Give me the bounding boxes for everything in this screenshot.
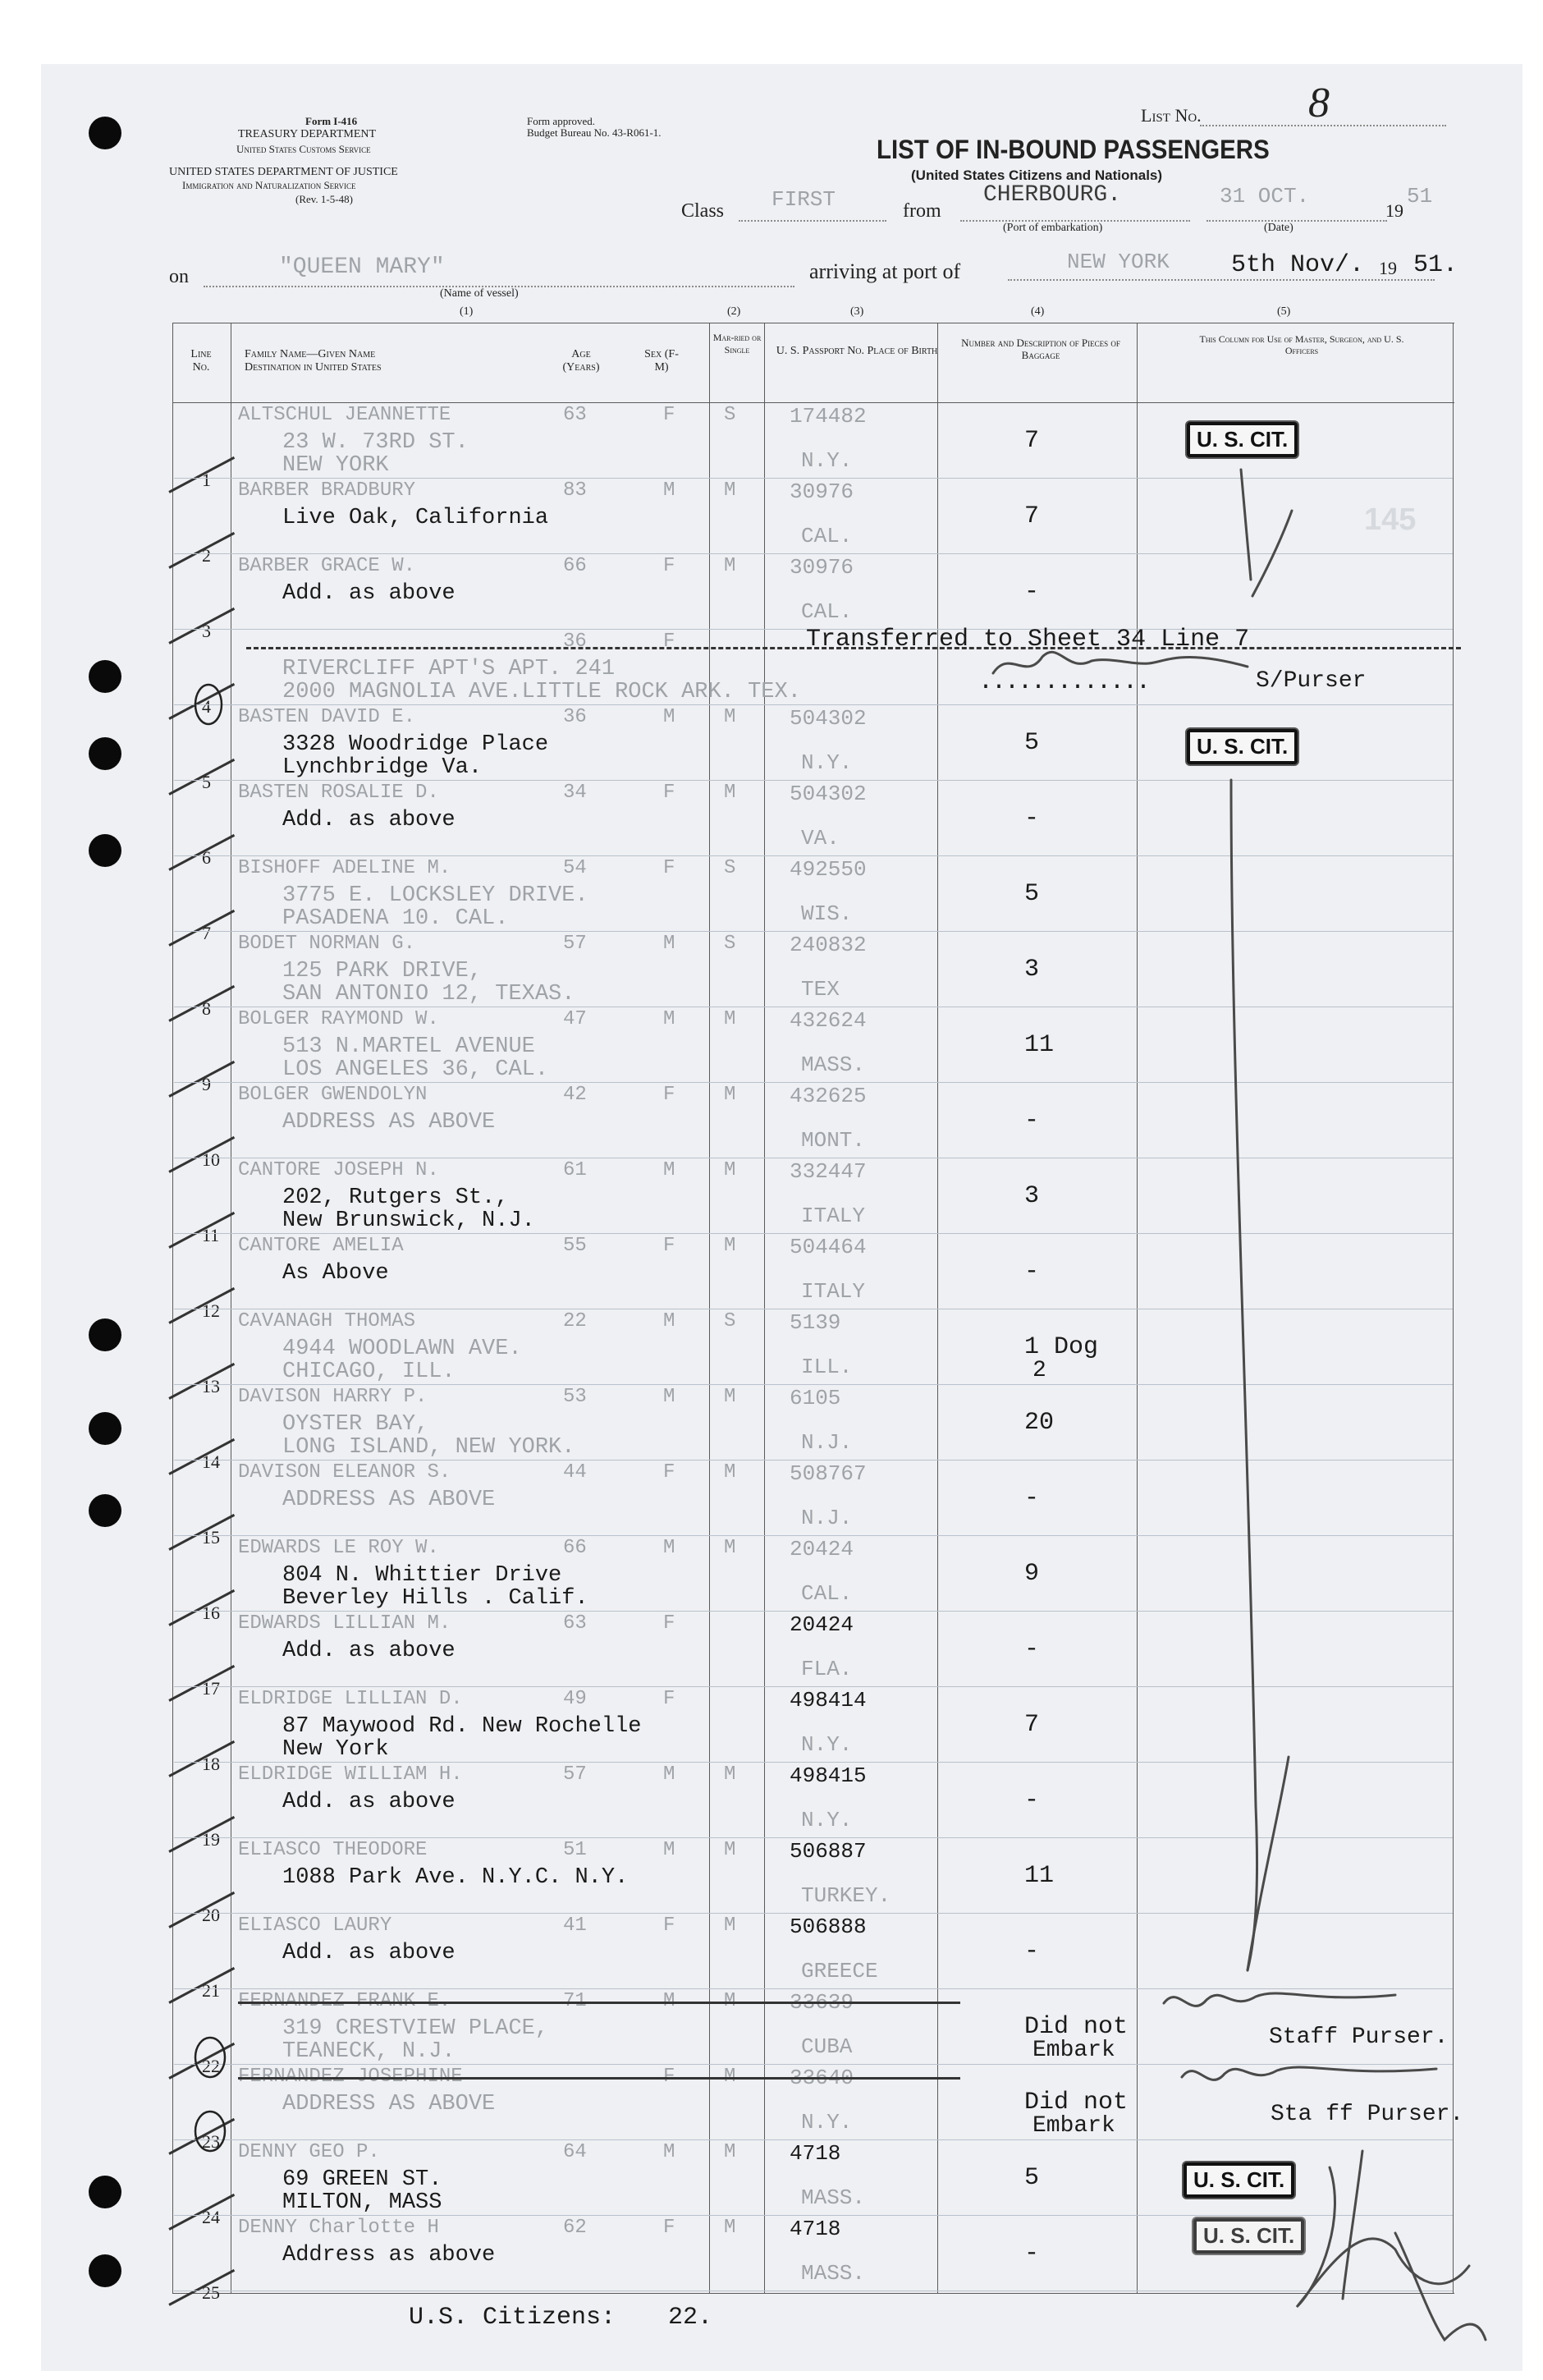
- baggage-count: 20: [1024, 1409, 1055, 1437]
- us-citizen-stamp: U. S. CIT.: [1193, 2218, 1304, 2254]
- place-of-birth: CAL.: [801, 1581, 853, 1606]
- passenger-age: 61: [563, 1159, 587, 1181]
- marital-status: M: [724, 1763, 736, 1786]
- passenger-age: 42: [563, 1084, 587, 1106]
- address-line-1: Add. as above: [282, 808, 456, 832]
- passport-number: 332447: [790, 1159, 867, 1184]
- passport-number: 33639: [790, 1990, 854, 2015]
- us-citizen-stamp: U. S. CIT.: [1187, 422, 1298, 457]
- passenger-age: 71: [563, 1990, 587, 2012]
- passenger-sex: F: [663, 857, 675, 879]
- arrival-year: 51.: [1413, 251, 1458, 279]
- passenger-name: BOLGER RAYMOND W.: [238, 1008, 439, 1030]
- baggage-count: 11: [1024, 1862, 1055, 1890]
- place-of-birth: ITALY: [801, 1204, 866, 1228]
- class-label: Class: [681, 200, 725, 222]
- address-line-2: 2000 MAGNOLIA AVE.LITTLE ROCK ARK. TEX.: [282, 680, 801, 704]
- passenger-sex: F: [663, 1235, 675, 1257]
- line-number: 9: [202, 1074, 211, 1094]
- staff-purser-2: Sta ff Purser.: [1271, 2102, 1464, 2127]
- passenger-age: 36: [563, 706, 587, 728]
- line-number: 12: [202, 1300, 220, 1321]
- line-number: 16: [202, 1603, 220, 1623]
- line-number: 8: [202, 998, 211, 1019]
- line-number: 25: [202, 2282, 220, 2303]
- line-number: 5: [202, 772, 211, 792]
- passport-number: 240832: [790, 933, 867, 957]
- passenger-name: BARBER BRADBURY: [238, 479, 416, 502]
- passenger-age: 57: [563, 1763, 587, 1786]
- baggage-count: 7: [1024, 1711, 1040, 1739]
- baggage-count: 7: [1024, 427, 1040, 455]
- passenger-sex: M: [663, 706, 675, 728]
- address-line-1: 69 GREEN ST.: [282, 2167, 442, 2192]
- baggage-count-2: Embark: [1032, 2038, 1115, 2063]
- passport-number: 498414: [790, 1688, 867, 1713]
- passenger-age: 53: [563, 1386, 587, 1408]
- passenger-sex: F: [663, 631, 675, 653]
- marital-status: S: [724, 857, 736, 879]
- passenger-name: ELIASCO LAURY: [238, 1915, 392, 1937]
- arrival-year-prefix: 19: [1379, 258, 1397, 278]
- address-line-2: New Brunswick, N.J.: [282, 1208, 535, 1233]
- baggage-count: -: [1024, 578, 1040, 606]
- header-line-no: Line No.: [190, 348, 212, 374]
- col-number-2: (2): [727, 305, 741, 318]
- line-number: 17: [202, 1678, 220, 1699]
- marital-status: M: [724, 1386, 736, 1408]
- address-line-1: 319 CRESTVIEW PLACE,: [282, 2016, 549, 2041]
- address-line-1: Live Oak, California: [282, 506, 549, 530]
- passenger-name: EDWARDS LE ROY W.: [238, 1537, 439, 1559]
- passenger-sex: F: [663, 555, 675, 577]
- place-of-birth: WIS.: [801, 901, 853, 926]
- address-line-1: 3775 E. LOCKSLEY DRIVE.: [282, 883, 588, 908]
- address-line-2: CHICAGO, ILL.: [282, 1360, 456, 1384]
- passport-number: 506887: [790, 1839, 867, 1864]
- list-subtitle: (United States Citizens and Nationals): [911, 167, 1163, 183]
- place-of-birth: N.Y.: [801, 1732, 853, 1757]
- line-number: 20: [202, 1905, 220, 1925]
- address-line-2: TEANECK, N.J.: [282, 2039, 456, 2064]
- passenger-name: CANTORE AMELIA: [238, 1235, 404, 1257]
- passenger-sex: F: [663, 1084, 675, 1106]
- passenger-sex: M: [663, 1763, 675, 1786]
- passenger-sex: F: [663, 1612, 675, 1635]
- passenger-name: BARBER GRACE W.: [238, 555, 416, 577]
- form-revision: (Rev. 1-5-48): [295, 193, 353, 205]
- place-of-birth: TEX: [801, 977, 840, 1002]
- customs-service: United States Customs Service: [236, 143, 371, 155]
- place-of-birth: MASS.: [801, 2185, 866, 2210]
- passenger-name: BASTEN ROSALIE D.: [238, 782, 439, 804]
- passenger-sex: M: [663, 1537, 675, 1559]
- baggage-count-2: Embark: [1032, 2113, 1115, 2139]
- marital-status: M: [724, 1008, 736, 1030]
- header-age: Age (Years): [562, 348, 600, 374]
- col-number-1: (1): [460, 305, 474, 318]
- passenger-sex: F: [663, 2217, 675, 2239]
- passenger-name: CANTORE JOSEPH N.: [238, 1159, 439, 1181]
- header-name: Family Name—Given Name: [245, 348, 376, 360]
- passenger-name: EDWARDS LILLIAN M.: [238, 1612, 451, 1635]
- purser-label: S/Purser: [1256, 668, 1367, 694]
- passenger-sex: M: [663, 2141, 675, 2163]
- passport-number: 432624: [790, 1008, 867, 1033]
- list-title: LIST OF IN-BOUND PASSENGERS: [877, 135, 1270, 164]
- address-line-2: NEW YORK: [282, 453, 389, 478]
- passenger-sex: F: [663, 1461, 675, 1483]
- address-line-1: Add. as above: [282, 1790, 456, 1814]
- place-of-birth: VA.: [801, 826, 840, 851]
- address-line-1: RIVERCLIFF APT'S APT. 241: [282, 657, 616, 681]
- place-of-birth: FLA.: [801, 1657, 853, 1681]
- col-number-4: (4): [1031, 305, 1045, 318]
- passport-number: 504464: [790, 1235, 867, 1259]
- baggage-count: 7: [1024, 502, 1040, 530]
- passenger-name: BISHOFF ADELINE M.: [238, 857, 451, 879]
- passenger-name: ELDRIDGE WILLIAM H.: [238, 1763, 463, 1786]
- date-year-prefix: 19: [1385, 200, 1403, 221]
- address-line-2: SAN ANTONIO 12, TEXAS.: [282, 982, 575, 1007]
- address-line-1: 513 N.MARTEL AVENUE: [282, 1034, 535, 1059]
- passport-number: 30976: [790, 555, 854, 580]
- place-of-birth: N.J.: [801, 1506, 853, 1530]
- marital-status: M: [724, 1461, 736, 1483]
- baggage-count: -: [1024, 805, 1040, 832]
- address-line-2: MILTON, MASS: [282, 2190, 442, 2215]
- citizens-footer-count: 22.: [668, 2304, 713, 2332]
- address-line-1: 87 Maywood Rd. New Rochelle: [282, 1714, 642, 1739]
- us-citizen-stamp: U. S. CIT.: [1184, 2162, 1294, 2198]
- arrival-date: 5th Nov/.: [1231, 251, 1365, 279]
- place-of-birth: GREECE: [801, 1959, 878, 1983]
- passport-number: 30976: [790, 479, 854, 504]
- marital-status: S: [724, 404, 736, 426]
- passenger-age: 34: [563, 782, 587, 804]
- place-of-birth: TURKEY.: [801, 1883, 891, 1908]
- marital-status: M: [724, 1235, 736, 1257]
- baggage-count: -: [1024, 1635, 1040, 1663]
- line-number: 4: [202, 696, 211, 717]
- marital-status: S: [724, 933, 736, 955]
- address-line-1: Address as above: [282, 2243, 496, 2268]
- passenger-sex: M: [663, 1159, 675, 1181]
- immigration-service: Immigration and Naturalization Service: [182, 179, 356, 191]
- port-of-embarkation: CHERBOURG.: [983, 182, 1122, 208]
- passenger-age: 83: [563, 479, 587, 502]
- address-line-1: 4944 WOODLAWN AVE.: [282, 1337, 522, 1361]
- passenger-name: BODET NORMAN G.: [238, 933, 416, 955]
- address-line-1: ADDRESS AS ABOVE: [282, 1110, 496, 1135]
- address-line-1: OYSTER BAY,: [282, 1412, 429, 1437]
- place-of-birth: CAL.: [801, 599, 853, 624]
- passenger-name: BASTEN DAVID E.: [238, 706, 416, 728]
- line-number: 10: [202, 1149, 220, 1170]
- embark-date: 31 OCT.: [1220, 184, 1310, 209]
- passenger-sex: M: [663, 933, 675, 955]
- address-line-1: 202, Rutgers St.,: [282, 1185, 509, 1210]
- us-citizen-stamp: U. S. CIT.: [1187, 729, 1298, 764]
- line-number: 14: [202, 1451, 220, 1472]
- address-line-1: Add. as above: [282, 581, 456, 606]
- baggage-count: 5: [1024, 729, 1040, 757]
- line-number: 7: [202, 923, 211, 943]
- port-caption: (Port of embarkation): [1003, 222, 1103, 234]
- passenger-age: 55: [563, 1235, 587, 1257]
- passenger-sex: F: [663, 1915, 675, 1937]
- passenger-name: BOLGER GWENDOLYN: [238, 1084, 428, 1106]
- passenger-age: 49: [563, 1688, 587, 1710]
- place-of-birth: ILL.: [801, 1355, 853, 1379]
- header-baggage: Number and Description of Pieces of Baggage: [961, 337, 1120, 361]
- passenger-name: FERNANDEZ FRANK E.: [238, 1990, 451, 2012]
- address-line-1: 3328 Woodridge Place: [282, 732, 549, 757]
- col-number-5: (5): [1277, 305, 1291, 318]
- staff-purser-1: Staff Purser.: [1269, 2025, 1449, 2050]
- baggage-count: 3: [1024, 956, 1040, 984]
- marital-status: M: [724, 782, 736, 804]
- passenger-name: ELDRIDGE LILLIAN D.: [238, 1688, 463, 1710]
- passenger-age: 44: [563, 1461, 587, 1483]
- embark-year: 51: [1407, 184, 1433, 209]
- passport-number: 33640: [790, 2066, 854, 2090]
- address-line-2: Beverley Hills . Calif.: [282, 1586, 588, 1611]
- line-number: 24: [202, 2207, 220, 2227]
- address-line-1: 23 W. 73RD ST.: [282, 430, 469, 455]
- passenger-name: CAVANAGH THOMAS: [238, 1310, 416, 1332]
- line-number: 23: [202, 2131, 220, 2152]
- passenger-age: 66: [563, 555, 587, 577]
- passenger-age: 41: [563, 1915, 587, 1937]
- baggage-count: 9: [1024, 1560, 1040, 1588]
- on-label: on: [169, 266, 189, 287]
- passport-number: 504302: [790, 706, 867, 731]
- passport-number: 506888: [790, 1915, 867, 1939]
- baggage-count: Did not: [1024, 2089, 1129, 2116]
- form-number: Form I-416: [305, 115, 358, 127]
- date-caption: (Date): [1264, 222, 1293, 234]
- baggage-count: -: [1024, 1107, 1040, 1135]
- budget-bureau: Budget Bureau No. 43-R061-1.: [527, 126, 662, 139]
- header-sex: Sex (F-M): [644, 348, 679, 374]
- baggage-count: -: [1024, 1786, 1040, 1814]
- department-of-justice: UNITED STATES DEPARTMENT OF JUSTICE: [169, 166, 398, 178]
- place-of-birth: CUBA: [801, 2034, 853, 2059]
- header-officers: This Column for Use of Master, Surgeon, and U. S. Officers: [1199, 333, 1404, 356]
- arriving-label: arriving at port of: [809, 259, 961, 283]
- passport-number: 498415: [790, 1763, 867, 1788]
- place-of-birth: N.J.: [801, 1430, 853, 1455]
- passenger-sex: F: [663, 404, 675, 426]
- passenger-name: DENNY GEO P.: [238, 2141, 380, 2163]
- from-label: from: [903, 200, 941, 222]
- address-line-1: ADDRESS AS ABOVE: [282, 1488, 496, 1512]
- place-of-birth: MASS.: [801, 1052, 866, 1077]
- baggage-count: -: [1024, 1258, 1040, 1286]
- margin-number: 145: [1364, 502, 1417, 537]
- address-line-1: Add. as above: [282, 1941, 456, 1965]
- line-number: 15: [202, 1527, 220, 1548]
- passenger-sex: M: [663, 479, 675, 502]
- passport-number: 504302: [790, 782, 867, 806]
- passenger-age: 63: [563, 404, 587, 426]
- address-line-2: Lynchbridge Va.: [282, 755, 483, 780]
- passport-number: 432625: [790, 1084, 867, 1108]
- passport-number: 20424: [790, 1612, 854, 1637]
- header-destination: Destination in United States: [245, 361, 382, 374]
- passenger-age: 22: [563, 1310, 587, 1332]
- arrival-port: NEW YORK: [1067, 250, 1170, 274]
- marital-status: M: [724, 1915, 736, 1937]
- marital-status: M: [724, 706, 736, 728]
- place-of-birth: N.Y.: [801, 2110, 853, 2135]
- passenger-name: FERNANDEZ JOSEPHINE: [238, 2066, 463, 2088]
- list-no-value: 8: [1308, 80, 1330, 126]
- passenger-age: 64: [563, 2141, 587, 2163]
- passenger-name: DENNY Charlotte H: [238, 2217, 439, 2239]
- marital-status: M: [724, 1990, 736, 2012]
- address-line-1: 1088 Park Ave. N.Y.C. N.Y.: [282, 1865, 629, 1890]
- passenger-sex: M: [663, 1008, 675, 1030]
- passenger-name: ALTSCHUL JEANNETTE: [238, 404, 451, 426]
- passenger-sex: F: [663, 1688, 675, 1710]
- line-number: 19: [202, 1829, 220, 1850]
- header-passport: U. S. Passport No. Place of Birth: [776, 345, 938, 357]
- baggage-count: -: [1024, 2240, 1040, 2268]
- address-line-2: LOS ANGELES 36, CAL.: [282, 1057, 549, 1082]
- address-line-1: As Above: [282, 1261, 389, 1286]
- passenger-name: DAVISON ELEANOR S.: [238, 1461, 451, 1483]
- baggage-count: Did not: [1024, 2013, 1129, 2041]
- address-line-2: PASADENA 10. CAL.: [282, 906, 509, 931]
- baggage-count: 1 Dog: [1024, 1333, 1099, 1361]
- place-of-birth: N.Y.: [801, 1808, 853, 1832]
- passenger-age: 36: [563, 631, 587, 653]
- passenger-sex: F: [663, 2066, 675, 2088]
- line-number: 21: [202, 1980, 220, 2001]
- passport-number: 4718: [790, 2141, 841, 2166]
- baggage-count: -: [1024, 1484, 1040, 1512]
- baggage-count-2: 2: [1032, 1358, 1046, 1383]
- passenger-age: 51: [563, 1839, 587, 1861]
- col-number-3: (3): [850, 305, 864, 318]
- treasury-department: TREASURY DEPARTMENT: [238, 128, 377, 140]
- passenger-name: DAVISON HARRY P.: [238, 1386, 428, 1408]
- address-line-2: LONG ISLAND, NEW YORK.: [282, 1435, 575, 1460]
- passenger-age: 62: [563, 2217, 587, 2239]
- passport-number: 4718: [790, 2217, 841, 2241]
- marital-status: M: [724, 1839, 736, 1861]
- marital-status: M: [724, 555, 736, 577]
- line-number: 18: [202, 1754, 220, 1774]
- marital-status: M: [724, 2217, 736, 2239]
- vessel-caption: (Name of vessel): [440, 287, 519, 300]
- line-number: 11: [202, 1225, 220, 1245]
- marital-status: M: [724, 1159, 736, 1181]
- passport-number: 492550: [790, 857, 867, 882]
- line-number: 22: [202, 2056, 220, 2076]
- passenger-sex: M: [663, 1310, 675, 1332]
- class-value: FIRST: [772, 187, 836, 212]
- marital-status: M: [724, 2141, 736, 2163]
- place-of-birth: CAL.: [801, 524, 853, 548]
- marital-status: M: [724, 479, 736, 502]
- baggage-count: 11: [1024, 1031, 1055, 1059]
- header-married: Mar-ried or Single: [712, 332, 762, 355]
- passport-number: 6105: [790, 1386, 841, 1410]
- passenger-age: 63: [563, 1612, 587, 1635]
- line-number: 3: [202, 621, 211, 641]
- line-number: 2: [202, 545, 211, 566]
- place-of-birth: N.Y.: [801, 448, 853, 473]
- passenger-age: 57: [563, 933, 587, 955]
- baggage-count: 5: [1024, 880, 1040, 908]
- passport-number: 5139: [790, 1310, 841, 1335]
- purser-dots: .............: [978, 668, 1150, 696]
- place-of-birth: N.Y.: [801, 750, 853, 775]
- place-of-birth: MONT.: [801, 1128, 866, 1153]
- citizens-footer-label: U.S. Citizens:: [409, 2304, 616, 2332]
- line-number: 6: [202, 847, 211, 868]
- form-approved: Form approved.: [527, 115, 596, 127]
- marital-status: M: [724, 1537, 736, 1559]
- place-of-birth: MASS.: [801, 2261, 866, 2286]
- passenger-sex: M: [663, 1839, 675, 1861]
- passport-number: 174482: [790, 404, 867, 429]
- passenger-sex: M: [663, 1990, 675, 2012]
- place-of-birth: ITALY: [801, 1279, 866, 1304]
- address-line-2: New York: [282, 1737, 389, 1762]
- address-line-1: Add. as above: [282, 1639, 456, 1663]
- passenger-name: ELIASCO THEODORE: [238, 1839, 428, 1861]
- marital-status: M: [724, 1084, 736, 1106]
- passport-number: 508767: [790, 1461, 867, 1486]
- baggage-count: 5: [1024, 2164, 1040, 2192]
- passenger-sex: F: [663, 782, 675, 804]
- baggage-count: -: [1024, 1937, 1040, 1965]
- passenger-sex: M: [663, 1386, 675, 1408]
- line-number: 13: [202, 1376, 220, 1396]
- vessel-name: "QUEEN MARY": [279, 255, 445, 280]
- passenger-age: 66: [563, 1537, 587, 1559]
- baggage-count: 3: [1024, 1182, 1040, 1210]
- passport-number: 20424: [790, 1537, 854, 1561]
- address-line-1: 125 PARK DRIVE,: [282, 959, 483, 984]
- passenger-age: 54: [563, 857, 587, 879]
- address-line-1: ADDRESS AS ABOVE: [282, 2092, 496, 2116]
- passenger-age: 47: [563, 1008, 587, 1030]
- line-number: 1: [202, 470, 211, 490]
- marital-status: S: [724, 1310, 736, 1332]
- list-no-label: List No.: [1141, 105, 1202, 126]
- transferred-note: Transferred to Sheet 34 Line 7: [806, 626, 1250, 653]
- address-line-1: 804 N. Whittier Drive: [282, 1563, 562, 1588]
- marital-status: M: [724, 2066, 736, 2088]
